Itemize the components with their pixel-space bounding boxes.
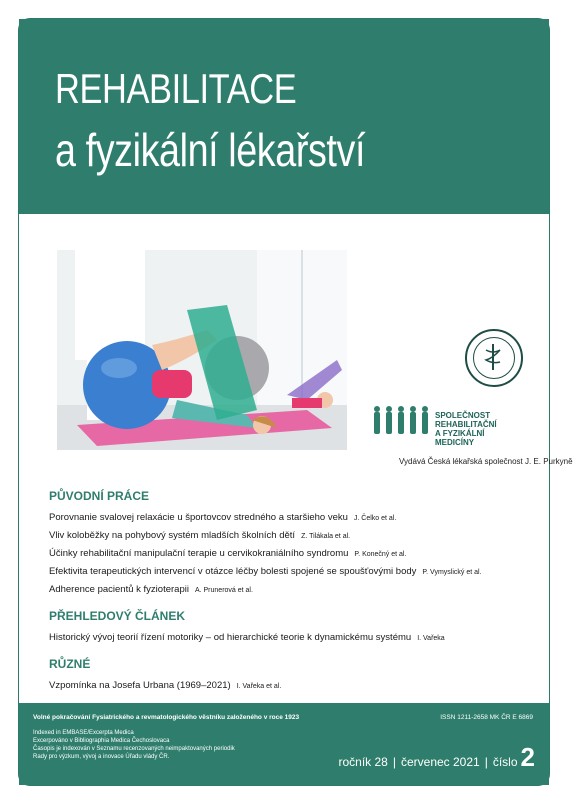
journal-title-line1: REHABILITACE — [55, 65, 297, 112]
article-item: Historický vývoj teorií řízení motoriky – od hierarchické teorie k dynamickému systému I. Vařeka — [49, 632, 445, 643]
cover-photo — [57, 250, 347, 450]
caduceus-icon — [473, 337, 515, 379]
article-item: Porovnanie svalovej relaxácie u športovcov stredného a staršieho veku J. Čelko et al. — [49, 512, 397, 523]
czech-medical-association-seal — [465, 329, 523, 387]
article-item: Adherence pacientů k fyzioterapii A. Prunerová et al. — [49, 584, 253, 595]
journal-cover — [18, 18, 573, 786]
article-item: Efektivita terapeutických intervencí v otázce léčby bolesti spojené se spoušťovými body P. Vymyslický et al. — [49, 566, 482, 577]
section-heading: PŮVODNÍ PRÁCE — [49, 489, 150, 503]
separator: | — [484, 755, 488, 769]
cover-header — [19, 19, 549, 214]
issue-label: číslo — [492, 755, 518, 769]
section-heading: PŘEHLEDOVÝ ČLÁNEK — [49, 609, 186, 623]
section-heading: RŮZNÉ — [49, 657, 91, 671]
separator: | — [392, 755, 396, 769]
section-miscellaneous — [49, 657, 529, 695]
volume: ročník 28 — [338, 755, 388, 769]
rehabilitation-exercise-image — [57, 250, 347, 450]
issue-number: 2 — [520, 742, 535, 772]
date: červenec 2021 — [400, 755, 480, 769]
section-review-article — [49, 609, 529, 647]
indexing-info: Indexed in EMBASE/Excerpta Medica Excerpováno v Bibliographia Medica Čechoslovaca Časopis je indexován v Seznamu recenzovaných neimpaktovaných periodik Rady pro výzkum, vývoj a inovace Úřadu vlády ČR. — [33, 730, 235, 760]
contents — [49, 489, 529, 705]
article-item: Účinky rehabilitační manipulační terapie u cervikokraniálního syndromu P. Konečný et al. — [49, 548, 407, 559]
continuation-note: Volné pokračování Fysiatrického a revmatologického věstníku založeného v roce 1923 — [33, 714, 300, 721]
cover-footer — [19, 703, 549, 785]
journal-title-line2: a fyzikální lékařství — [55, 124, 366, 176]
publisher-text: Vydává Česká lékařská společnost J. E. Purkyně — [399, 457, 573, 466]
society-name: SPOLEČNOST REHABILITAČNÍ A FYZIKÁLNÍ MEDICÍNY — [435, 411, 497, 447]
society-people-logo-icon — [369, 403, 433, 437]
section-original-papers — [49, 489, 529, 599]
article-item: Vzpomínka na Josefa Urbana (1969–2021) I. Vařeka et al. — [49, 680, 282, 691]
article-item: Vliv koloběžky na pohybový systém mladších školních dětí Z. Tilákala et al. — [49, 530, 351, 541]
society-logos — [369, 329, 573, 469]
issn: ISSN 1211-2658 MK ČR E 6869 — [440, 714, 533, 721]
issue-info — [338, 742, 536, 772]
